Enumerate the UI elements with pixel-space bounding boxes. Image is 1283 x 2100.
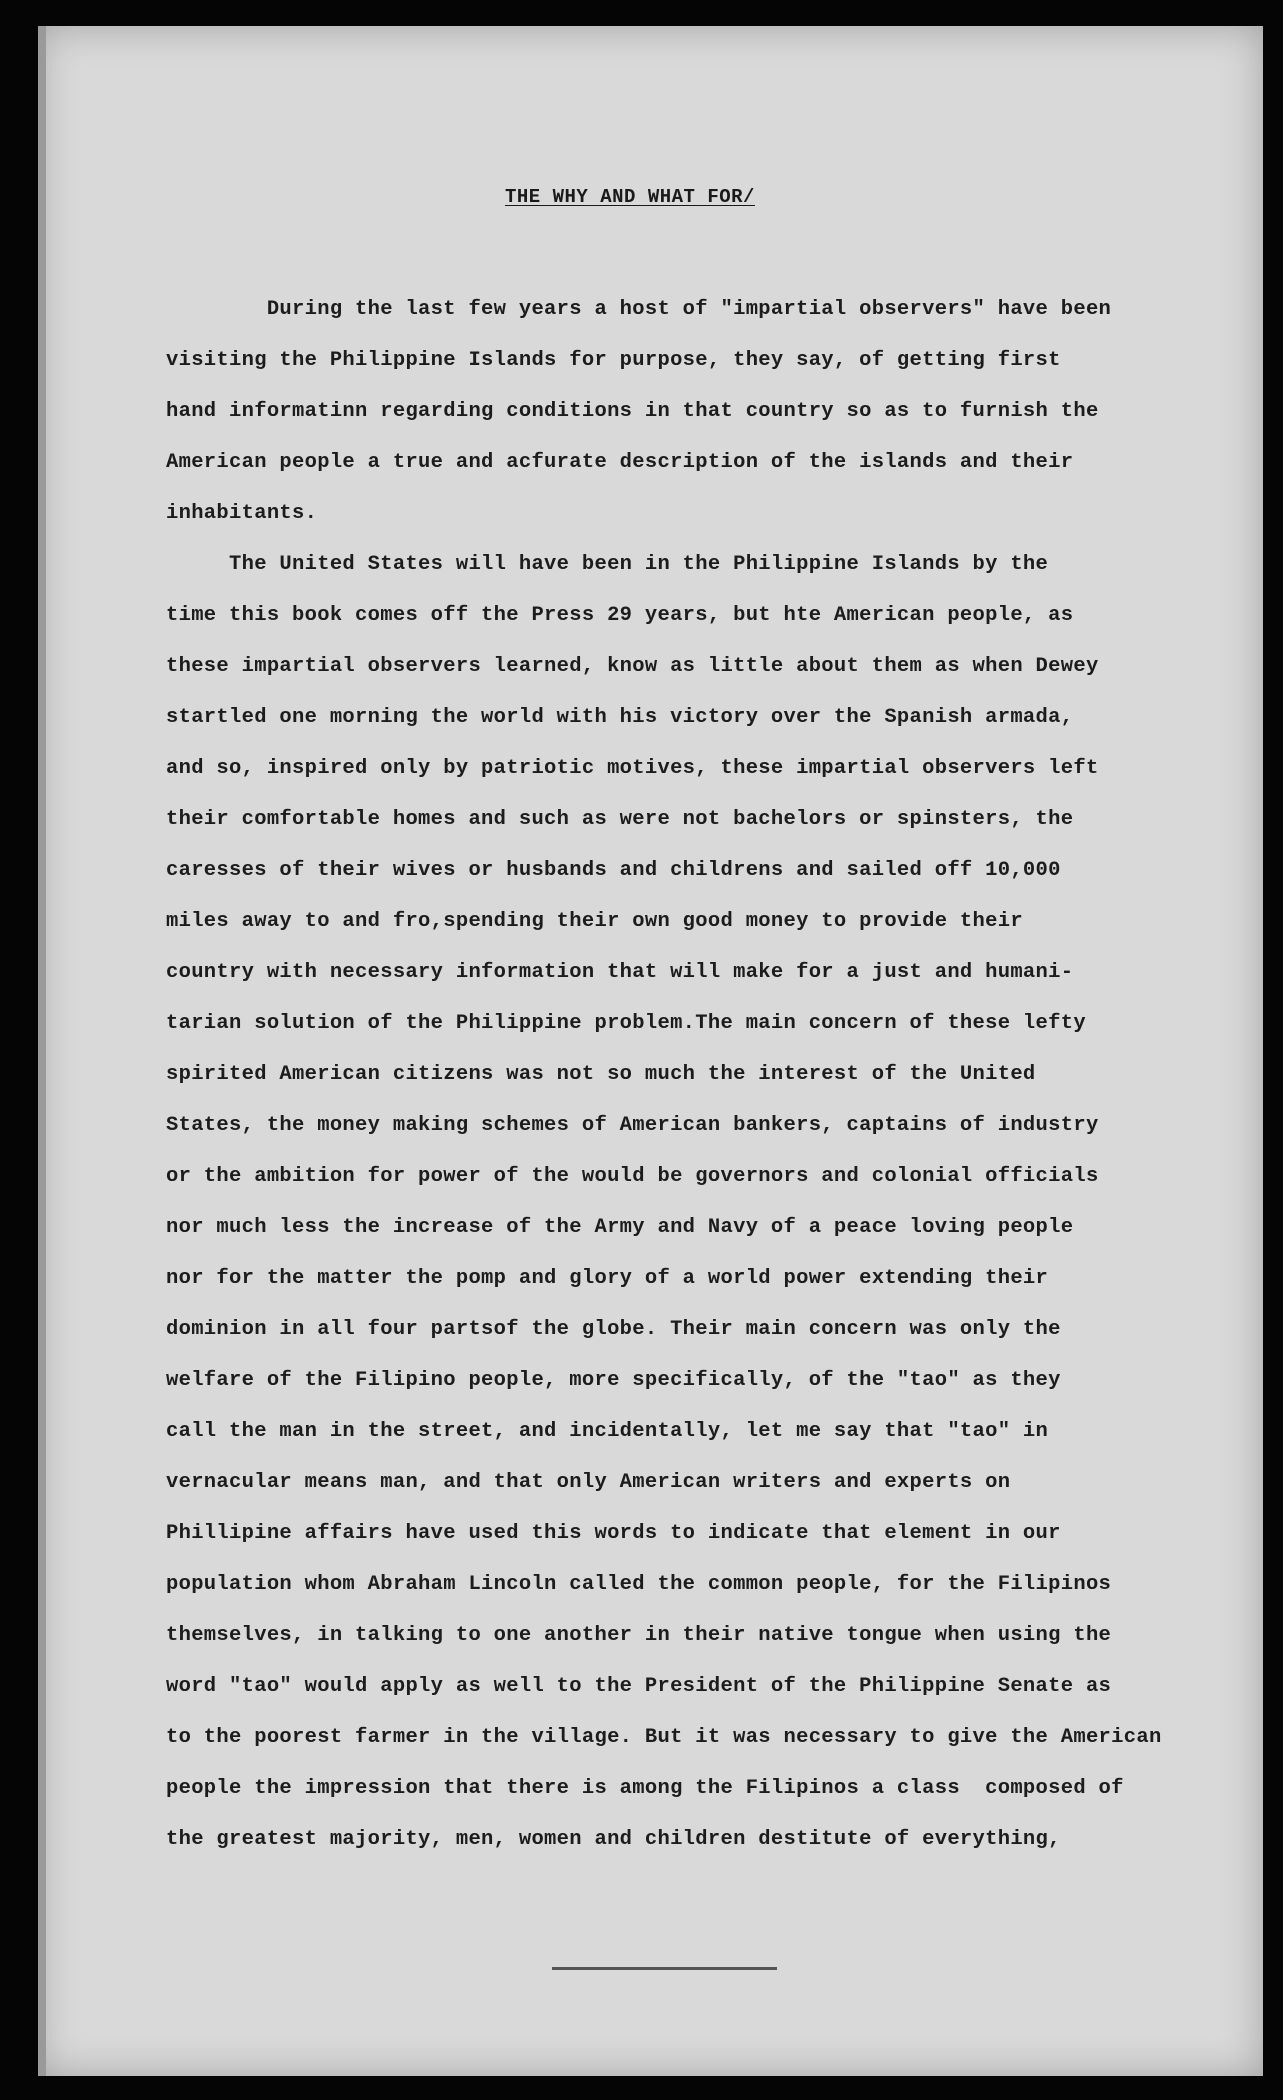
text-line: the greatest majority, men, women and children destitute of everything,: [166, 1828, 1061, 1851]
text-line: population whom Abraham Lincoln called the common people, for the Filipinos: [166, 1573, 1112, 1596]
text-line: and so, inspired only by patriotic motives, these impartial observers left: [166, 757, 1099, 780]
text-line: time this book comes off the Press 29 years, but hte American people, as: [166, 604, 1074, 627]
document-title: THE WHY AND WHAT FOR/: [505, 186, 755, 208]
text-line: people the impression that there is among the Filipinos a class composed of: [166, 1777, 1124, 1800]
text-line: welfare of the Filipino people, more specifically, of the "tao" as they: [166, 1369, 1061, 1392]
text-line: caresses of their wives or husbands and childrens and sailed off 10,000: [166, 859, 1061, 882]
text-line: American people a true and acfurate description of the islands and their: [166, 451, 1074, 474]
text-line: spirited American citizens was not so much the interest of the United: [166, 1063, 1036, 1086]
text-line: or the ambition for power of the would be governors and colonial officials: [166, 1165, 1099, 1188]
page-edge-shadow: [38, 26, 46, 2076]
text-line: nor for the matter the pomp and glory of a world power extending their: [166, 1267, 1049, 1290]
text-line: country with necessary information that will make for a just and humani-: [166, 961, 1074, 984]
text-line: The United States will have been in the Philippine Islands by the: [166, 553, 1049, 576]
text-line: themselves, in talking to one another in their native tongue when using the: [166, 1624, 1112, 1647]
text-line: vernacular means man, and that only American writers and experts on: [166, 1471, 1011, 1494]
text-line: tarian solution of the Philippine problem.The main concern of these lefty: [166, 1012, 1086, 1035]
text-line: startled one morning the world with his victory over the Spanish armada,: [166, 706, 1074, 729]
text-line: visiting the Philippine Islands for purpose, they say, of getting first: [166, 349, 1061, 372]
text-line: hand informatinn regarding conditions in that country so as to furnish the: [166, 400, 1099, 423]
text-line: their comfortable homes and such as were not bachelors or spinsters, the: [166, 808, 1074, 831]
text-line: these impartial observers learned, know as little about them as when Dewey: [166, 655, 1099, 678]
text-line: Phillipine affairs have used this words to indicate that element in our: [166, 1522, 1061, 1545]
text-line: During the last few years a host of "impartial observers" have been: [166, 298, 1112, 321]
text-line: States, the money making schemes of American bankers, captains of industry: [166, 1114, 1099, 1137]
text-line: to the poorest farmer in the village. But it was necessary to give the American: [166, 1726, 1162, 1749]
document-body: [166, 284, 1216, 1865]
text-line: call the man in the street, and incidentally, let me say that "tao" in: [166, 1420, 1049, 1443]
text-line: miles away to and fro,spending their own good money to provide their: [166, 910, 1023, 933]
text-line: dominion in all four partsof the globe. Their main concern was only the: [166, 1318, 1061, 1341]
text-line: word "tao" would apply as well to the President of the Philippine Senate as: [166, 1675, 1112, 1698]
end-rule: [552, 1967, 777, 1970]
text-line: nor much less the increase of the Army and Navy of a peace loving people: [166, 1216, 1074, 1239]
text-line: inhabitants.: [166, 502, 318, 525]
